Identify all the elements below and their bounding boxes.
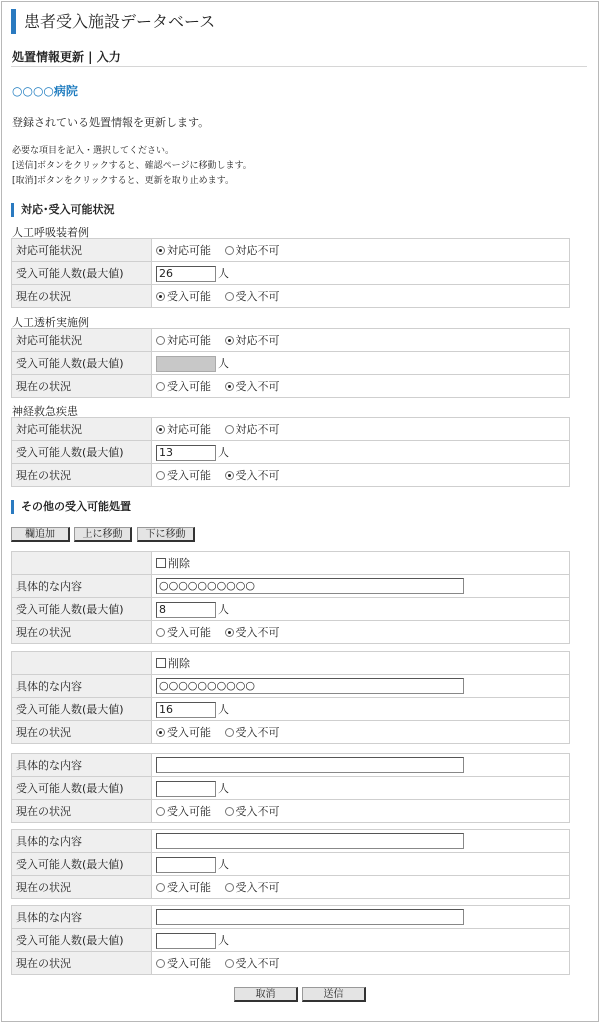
support-no-radio[interactable]: 対応不可 bbox=[225, 332, 280, 348]
support-yes-radio[interactable]: 対応可能 bbox=[156, 332, 211, 348]
radio-empty-icon bbox=[156, 471, 165, 480]
radio-empty-icon bbox=[225, 883, 234, 892]
current-status-label: 現在の状況 bbox=[12, 621, 152, 644]
accept-no-radio[interactable]: 受入不可 bbox=[225, 467, 280, 483]
capacity-label: 受入可能人数(最大値) bbox=[12, 352, 152, 375]
accept-yes-radio[interactable]: 受入可能 bbox=[156, 624, 211, 640]
unit-label: 人 bbox=[218, 933, 229, 947]
capacity-input bbox=[156, 356, 216, 372]
section-heading-other: その他の受入可能処置 bbox=[11, 500, 131, 514]
capacity-label: 受入可能人数(最大値) bbox=[12, 441, 152, 464]
radio-selected-icon bbox=[156, 292, 165, 301]
group-table-neuro bbox=[11, 417, 570, 487]
accept-no-radio[interactable]: 受入不可 bbox=[225, 879, 280, 895]
hospital-name: ○○○○病院 bbox=[12, 84, 78, 98]
empty-label-cell bbox=[12, 552, 152, 575]
support-status-label: 対応可能状況 bbox=[12, 329, 152, 352]
capacity-label: 受入可能人数(最大値) bbox=[12, 929, 152, 952]
radio-empty-icon bbox=[225, 807, 234, 816]
unit-label: 人 bbox=[218, 602, 229, 616]
capacity-label: 受入可能人数(最大値) bbox=[12, 698, 152, 721]
detail-input[interactable] bbox=[156, 833, 464, 849]
current-status-label: 現在の状況 bbox=[12, 721, 152, 744]
radio-empty-icon bbox=[156, 382, 165, 391]
app-title: 患者受入施設データベース bbox=[11, 9, 215, 34]
support-no-radio[interactable]: 対応不可 bbox=[225, 421, 280, 437]
accept-yes-radio[interactable]: 受入可能 bbox=[156, 378, 211, 394]
detail-label: 具体的な内容 bbox=[12, 830, 152, 853]
support-yes-radio[interactable]: 対応可能 bbox=[156, 421, 211, 437]
radio-empty-icon bbox=[225, 728, 234, 737]
note-line: [送信]ボタンをクリックすると、確認ページに移動します。 bbox=[12, 161, 252, 171]
entry-table bbox=[11, 551, 570, 644]
radio-selected-icon bbox=[156, 246, 165, 255]
group-label-ventilator: 人工呼吸装着例 bbox=[12, 226, 89, 239]
radio-empty-icon bbox=[225, 246, 234, 255]
entry-table bbox=[11, 753, 570, 823]
detail-label: 具体的な内容 bbox=[12, 754, 152, 777]
group-label-dialysis: 人工透析実施例 bbox=[12, 316, 89, 329]
radio-selected-icon bbox=[225, 471, 234, 480]
radio-empty-icon bbox=[156, 336, 165, 345]
submit-button[interactable]: 送信 bbox=[302, 987, 366, 1002]
radio-empty-icon bbox=[156, 807, 165, 816]
accept-yes-radio[interactable]: 受入可能 bbox=[156, 879, 211, 895]
group-table-ventilator bbox=[11, 238, 570, 308]
unit-label: 人 bbox=[218, 857, 229, 871]
detail-label: 具体的な内容 bbox=[12, 675, 152, 698]
group-table-dialysis bbox=[11, 328, 570, 398]
section-heading-acceptance: 対応･受入可能状況 bbox=[11, 203, 115, 217]
group-label-neuro: 神経救急疾患 bbox=[12, 405, 78, 418]
radio-selected-icon bbox=[156, 425, 165, 434]
accept-no-radio[interactable]: 受入不可 bbox=[225, 724, 280, 740]
capacity-input[interactable]: 26 bbox=[156, 266, 216, 282]
support-status-label: 対応可能状況 bbox=[12, 239, 152, 262]
instruction-notes bbox=[12, 144, 252, 189]
unit-label: 人 bbox=[218, 356, 229, 370]
unit-label: 人 bbox=[218, 445, 229, 459]
capacity-input[interactable]: 13 bbox=[156, 445, 216, 461]
detail-label: 具体的な内容 bbox=[12, 906, 152, 929]
page-subtitle: 処置情報更新 | 入力 bbox=[12, 50, 121, 64]
detail-input[interactable]: ○○○○○○○○○○ bbox=[156, 578, 464, 594]
note-line: [取消]ボタンをクリックすると、更新を取り止めます。 bbox=[12, 176, 234, 186]
support-yes-radio[interactable]: 対応可能 bbox=[156, 242, 211, 258]
delete-checkbox[interactable]: 削除 bbox=[156, 657, 190, 670]
cancel-button[interactable]: 取消 bbox=[234, 987, 298, 1002]
radio-empty-icon bbox=[156, 883, 165, 892]
checkbox-icon bbox=[156, 558, 166, 568]
radio-selected-icon bbox=[225, 336, 234, 345]
accept-no-radio[interactable]: 受入不可 bbox=[225, 288, 280, 304]
current-status-label: 現在の状況 bbox=[12, 464, 152, 487]
capacity-label: 受入可能人数(最大値) bbox=[12, 777, 152, 800]
accept-no-radio[interactable]: 受入不可 bbox=[225, 624, 280, 640]
entry-table bbox=[11, 829, 570, 899]
capacity-input[interactable] bbox=[156, 933, 216, 949]
radio-selected-icon bbox=[225, 382, 234, 391]
current-status-label: 現在の状況 bbox=[12, 952, 152, 975]
move-down-button[interactable]: 下に移動 bbox=[137, 527, 195, 542]
capacity-label: 受入可能人数(最大値) bbox=[12, 262, 152, 285]
radio-empty-icon bbox=[156, 959, 165, 968]
intro-text: 登録されている処置情報を更新します。 bbox=[12, 116, 210, 129]
unit-label: 人 bbox=[218, 781, 229, 795]
accept-yes-radio[interactable]: 受入可能 bbox=[156, 955, 211, 971]
capacity-input[interactable]: 16 bbox=[156, 702, 216, 718]
entry-table bbox=[11, 905, 570, 975]
accept-no-radio[interactable]: 受入不可 bbox=[225, 955, 280, 971]
capacity-label: 受入可能人数(最大値) bbox=[12, 598, 152, 621]
add-row-button[interactable]: 欄追加 bbox=[11, 527, 70, 542]
empty-label-cell bbox=[12, 652, 152, 675]
radio-empty-icon bbox=[225, 959, 234, 968]
accept-yes-radio[interactable]: 受入可能 bbox=[156, 288, 211, 304]
current-status-label: 現在の状況 bbox=[12, 375, 152, 398]
unit-label: 人 bbox=[218, 266, 229, 280]
capacity-label: 受入可能人数(最大値) bbox=[12, 853, 152, 876]
current-status-label: 現在の状況 bbox=[12, 876, 152, 899]
radio-empty-icon bbox=[156, 628, 165, 637]
divider bbox=[11, 66, 587, 67]
radio-selected-icon bbox=[156, 728, 165, 737]
detail-input[interactable] bbox=[156, 909, 464, 925]
support-no-radio[interactable]: 対応不可 bbox=[225, 242, 280, 258]
capacity-input[interactable] bbox=[156, 857, 216, 873]
capacity-input[interactable]: 8 bbox=[156, 602, 216, 618]
accept-yes-radio[interactable]: 受入可能 bbox=[156, 467, 211, 483]
current-status-label: 現在の状況 bbox=[12, 800, 152, 823]
unit-label: 人 bbox=[218, 702, 229, 716]
accept-yes-radio[interactable]: 受入可能 bbox=[156, 724, 211, 740]
accept-no-radio[interactable]: 受入不可 bbox=[225, 803, 280, 819]
detail-input[interactable]: ○○○○○○○○○○ bbox=[156, 678, 464, 694]
radio-empty-icon bbox=[225, 425, 234, 434]
entry-table bbox=[11, 651, 570, 744]
accept-no-radio[interactable]: 受入不可 bbox=[225, 378, 280, 394]
current-status-label: 現在の状況 bbox=[12, 285, 152, 308]
radio-selected-icon bbox=[225, 628, 234, 637]
radio-empty-icon bbox=[225, 292, 234, 301]
capacity-input[interactable] bbox=[156, 781, 216, 797]
delete-checkbox[interactable]: 削除 bbox=[156, 557, 190, 570]
detail-input[interactable] bbox=[156, 757, 464, 773]
support-status-label: 対応可能状況 bbox=[12, 418, 152, 441]
checkbox-icon bbox=[156, 658, 166, 668]
accept-yes-radio[interactable]: 受入可能 bbox=[156, 803, 211, 819]
detail-label: 具体的な内容 bbox=[12, 575, 152, 598]
note-line: 必要な項目を記入・選択してください。 bbox=[12, 146, 175, 156]
move-up-button[interactable]: 上に移動 bbox=[74, 527, 132, 542]
